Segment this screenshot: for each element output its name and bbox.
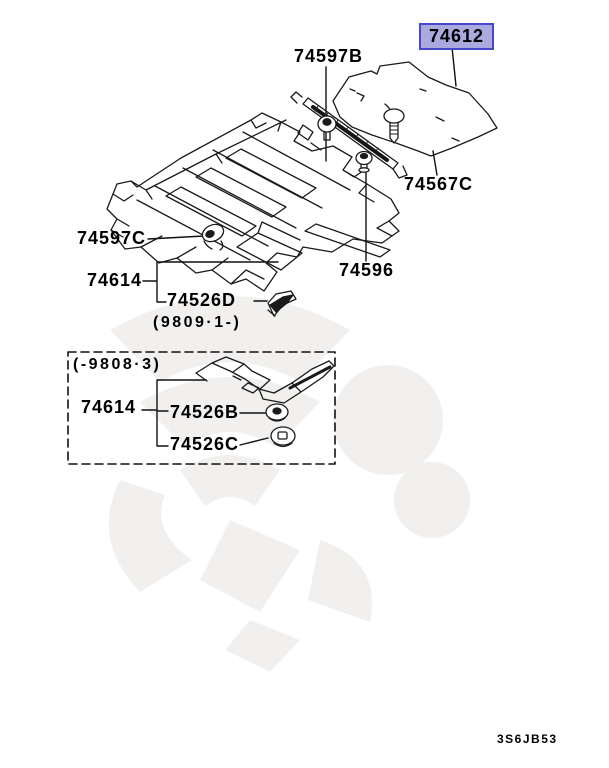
screw-icon-74612	[384, 109, 404, 143]
callout-74526d[interactable]: 74526D	[167, 290, 237, 310]
grommet-icon-74526b	[266, 404, 288, 421]
callout-74596[interactable]: 74596	[339, 260, 395, 280]
callout-74614-lower[interactable]: 74614	[81, 397, 137, 417]
callout-74567c[interactable]: 74567C	[404, 174, 474, 194]
clip-icon-74596	[356, 152, 372, 173]
applicability-note-lower: (-9808·3)	[73, 356, 162, 373]
applicability-note-upper: (9809·1-)	[153, 314, 242, 331]
callout-74526c[interactable]: 74526C	[170, 434, 240, 454]
grommet-icon-74526c	[271, 427, 295, 447]
figure-code: 3S6JB53	[497, 732, 558, 746]
part-number-74612: 74612	[429, 26, 485, 46]
trunk-mat-drawing	[333, 62, 497, 156]
leader-74612	[452, 47, 456, 86]
callout-74597c[interactable]: 74597C	[77, 228, 147, 248]
callout-74612-highlight[interactable]	[419, 23, 494, 50]
callout-74526b[interactable]: 74526B	[170, 402, 240, 422]
callout-74614-upper[interactable]: 74614	[87, 270, 143, 290]
leader-74526c	[240, 438, 268, 445]
clip-icon-74597b	[318, 116, 336, 140]
callout-74597b[interactable]: 74597B	[294, 46, 364, 66]
